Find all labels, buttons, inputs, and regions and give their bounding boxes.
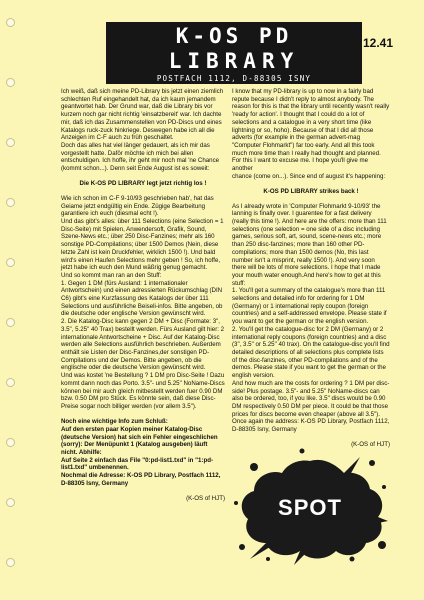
english-column [232,88,390,456]
german-note: Noch eine wichtige Info zum Schluß: Auf den ersten paar Kopien meiner Katalog-Disc (deutsche Version) hat sich ein Fehler eingeschlichen (sorry): Der Menüpunkt 1 (Katalog ausgeben) läuft nicht. Abhilfe: Auf Seite 2 einfach das File "0:pd-list1.txd" in "1:pd-list1.txd" umbenennen. Nochmal die Adresse: K-OS PD Library, Postfach 1112, D-88305 Isny, Germany [61,418,221,487]
spot-splat-logo [232,447,388,565]
punch-hole [6,558,15,567]
punch-hole [6,258,15,267]
page-number: 12.41 [363,36,394,50]
punch-hole [6,378,15,387]
english-signature: (K-OS of HJT) [351,441,390,449]
banner-title-line1: K-OS PD [175,24,293,48]
punch-hole [6,198,15,207]
punch-hole [6,18,15,27]
punch-hole [6,318,15,327]
punch-hole [6,438,15,447]
spot-label: SPOT [278,495,342,520]
punch-holes [3,8,17,598]
german-body: Wie ich schon im C-F 9-10/93 geschrieben hab', hat das Geiame jetzt endgültig ein Ende. Zügige Bearbeitung garantiere ich euch (diesmal echt !). Und das gibt's alles: über 111 Selections (eine Selection = 1 Disc-Seite) mit Spielen, Anwendersoft, Grafik, Sound, Szene-News etc.; über 250 Disc-Fanzines; mehr als 160 sonstige PD-Compilations; über 1500 Demos (Nein, diese letzte Zahl ist kein Druckfehler, wirklich 1500 !). Und bald wird's einen Haufen Selections mehr geben ! So, ich hoffe, jetzt habe ich euch den Mund wäßrig genug gemacht. Und so kommt man ran an den Stuff: 1. Gegen 1 DM (fürs Ausland: 1 internationaler Antwortschein) und einen adressierten Rückumschlag (DIN C6) gibt's eine Kurzfassung des Katalogs der über 111 Selections und ausführliche Beiseli-infos. Bitte angeben, ob die deutsche oder englische Version gewünscht wird. 2. Die Katalog-Disc kann gegen 2 DM + Disc (Formate: 3", 3.5", 5.25" 40 Trax) bestellt werden. Fürs Ausland gilt hier: 2 internationale Antwortscheine + Disc. Auf der Katalog-Disc werden alle Selections ausführlich beschrieben. Außerdem enthält sie Listen der Disc-Fanzines,der sonstigen PD-Compilations und der Demos. Bitte angeben, ob die englische oder die deutsche Version gewünscht wird. Und was kostet 'ne Bestellung ? 1 DM pro Disc-Seite ! Dazu kommt dann noch das Porto. 3.5"- und 5.25" NoName-Discs können bei mir auch gleich mitbestellt werden fuer 0.90 DM bzw. 0.50 DM pro Stück. Es könnte sein, daß diese Disc-Preise sogar noch billiger werden (vor allem 3.5"). [61,194,225,410]
english-intro: I know that my PD-library is up to now in a fairly bad repute because I didn't reply to almost anybody. The reason for this is that the library until recently wasn't really 'ready for action'. I thought that I could do a lot of selections and a catalogue in a very short time (like lightning or so, hoho). Because of that I did all those adverts (for example in the german advert-mag "Computer Flohmarkt") far too early. And all this took much more time than I really had thought and planned. For this I want to excuse me. I hope you'll give me another chance (come on...). Since end of august it's happening: [232,88,390,180]
english-heading: K-OS PD LIBRARY strikes back ! [263,187,359,195]
english-body: As I already wrote in 'Computer Flohmarkt 9-10/93' the lanning is finally over. I guarentee for a fast delivery (really this time !). And here are the offers: more than 111 selections (one selection = one side of a disc including games, serious soft, art, sound, scene-news etc.; more than 250 disc-fanzines; more than 160 other PD-compilations; more than 1500 demos (No, this last number isn't a misprint, really 1500 !). And very soon there will be lots of more selections. I hope that I made your mouth water enough.And here's how to get at this stuff: 1. You'll get a summary of the catalogue's more than 111 selections and detailed info for ordering for 1 DM (Germany) or 1 international reply coupon (foreign countries) and a self-addressed envelope. Please state if you want to get the german or the english version. 2. You'll get the catalogue-disc for 2 DM (Germany) or 2 international reply coupons (foreign countries) and a disc (3", 3.5" or 5.25" 40 trax). On the catalogue-disc you'll find detailed descriptions of all selections plus complete lists of the disc-fanzines, other PD-compilations and of the demos. Please state if you want to get the german or the english version. And how much are the costs for ordering ? 1 DM per disc-side! Plus postage. 3.5"- and 5.25" NoName-discs can also be ordered, too, if you like. 3.5" discs would be 0.90 DM respectively 0.50 DM per piece. It could be that those prices for discs become even cheaper (above all 3.5"). Once again the address: K-OS PD Library, Postfach 1112, D-88305 Isny, Germany [232,202,390,434]
german-column [61,88,225,510]
german-signature: (K-OS of HJT) [186,494,225,502]
punch-hole [6,78,15,87]
german-heading: Die K-OS PD LIBRARY legt jetzt richtig los ! [79,180,207,188]
punch-hole [6,498,15,507]
banner-title-line2: LIBRARY [168,49,300,73]
punch-hole [6,138,15,147]
german-intro: Ich weiß, daß sich meine PD-Library bis jetzt einen ziemlich schlechten Ruf eingehandelt hat, da ich kaum jemandem geantwortet hab. Der Grund war, daß die Library bis vor kurzem noch gar nicht richtig 'einsatzbereit' war. Ich dachte mir, daß ich das Zusammenstellen von PD-Discs und eines Katalogs ruck-zuck hinkriege. Deswegen habe ich all die Anzeigen im C-F auch zu früh geschaltet. Doch das alles hat viel länger gedauert, als ich mir das vorgestellt hatte. Daför möchte ich mich bei allen entschuldigen. Ich hoffe, ihr geht mir noch mal 'ne Chance (kommt schon...). Denn seit Ende August ist es soweit: [61,88,224,173]
library-banner [106,22,362,84]
banner-address: POSTFACH 1112, D-88305 ISNY [156,74,312,83]
